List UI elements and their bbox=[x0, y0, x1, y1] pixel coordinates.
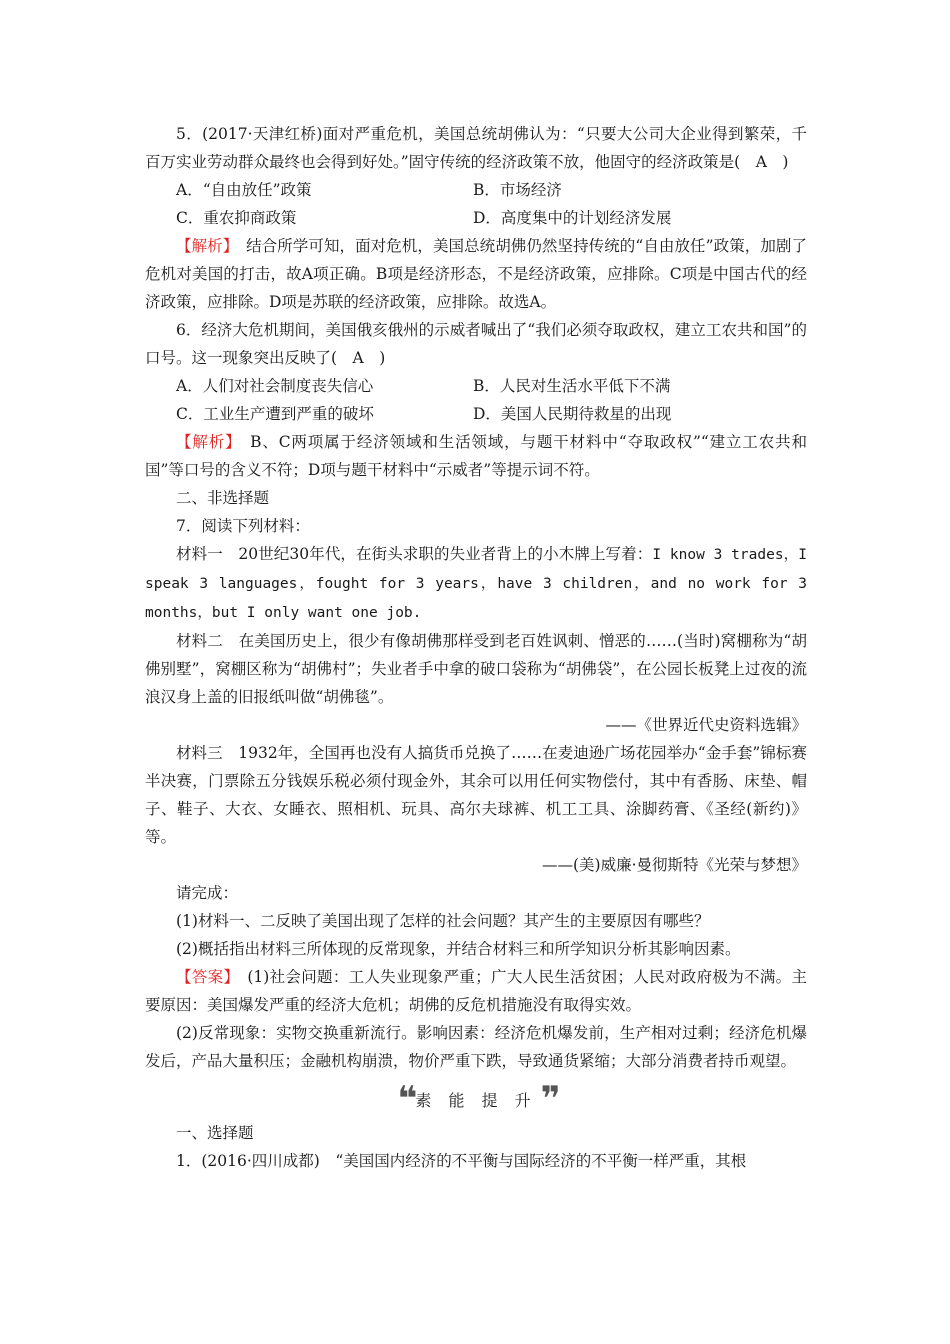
answer-tag: 【答案】 bbox=[176, 968, 232, 986]
option-d: D．高度集中的计划经济发展 bbox=[473, 209, 672, 227]
close-quote-icon: ❞ bbox=[540, 1079, 555, 1119]
answer-2: (2)反常现象：实物交换重新流行。影响因素：经济危机爆发前，生产相对过剩；经济危机爆发后，产品大量积压；金融机构崩溃，物价严重下跌，导致通货紧缩；大部分消费者持币观望。 bbox=[145, 1024, 807, 1070]
task-1: (1)材料一、二反映了美国出现了怎样的社会问题？其产生的主要原因有哪些？ bbox=[176, 912, 710, 930]
question-6-options-row-2 bbox=[145, 400, 807, 428]
question-6-options-row-1 bbox=[145, 372, 807, 400]
analysis-text: B、C两项属于经济领域和生活领域，与题干材料中“夺取政权”“建立工农共和国”等口号的含义不符；D项与题干材料中“示威者”等提示词不符。 bbox=[145, 433, 807, 479]
material-3: 材料三 1932年，全国再也没有人搞货币兑换了……在麦迪逊广场花园举办“金手套”锦标赛半决赛，门票除五分钱娱乐税必须付现金外，其余可以用任何实物偿付，其中有香肠、床垫、帽子、鞋子、大衣、女睡衣、照相机、玩具、高尔夫球裤、机工工具、涂脚药膏、《圣经(新约)》等。 bbox=[145, 744, 807, 846]
open-quote-icon: ❝ bbox=[397, 1079, 412, 1119]
option-c: C．重农抑商政策 bbox=[176, 209, 297, 227]
answer-1 bbox=[145, 963, 807, 1019]
task-2: (2)概括指出材料三所体现的反常现象，并结合材料三和所学知识分析其影响因素。 bbox=[176, 940, 741, 958]
question-7-intro: 7．阅读下列材料： bbox=[176, 517, 310, 535]
question-1-stem: 1．(2016·四川成都) “美国国内经济的不平衡与国际经济的不平衡一样严重，其根 bbox=[176, 1152, 747, 1170]
question-5-options-row-1 bbox=[145, 176, 807, 204]
material-2: 材料二 在美国历史上，很少有像胡佛那样受到老百姓讽刺、憎恶的……(当时)窝棚称为“胡佛别墅”，窝棚区称为“胡佛村”；失业者手中拿的破口袋称为“胡佛袋”，在公园长板凳上过夜的流浪汉身上盖的旧报纸叫做“胡佛毯”。 bbox=[145, 632, 807, 706]
question-6-analysis bbox=[145, 428, 807, 484]
option-b: B．市场经济 bbox=[473, 181, 562, 199]
material-3-source: ——(美)威廉·曼彻斯特《光荣与梦想》 bbox=[541, 856, 807, 874]
question-5-options-row-2 bbox=[145, 204, 807, 232]
banner-title: 素 能 提 升 bbox=[415, 1090, 537, 1110]
document-page bbox=[145, 120, 807, 1175]
section-heading-non-choice: 二、非选择题 bbox=[176, 489, 270, 507]
task-intro: 请完成： bbox=[176, 884, 239, 902]
section-banner bbox=[145, 1079, 807, 1119]
option-d: D．美国人民期待救星的出现 bbox=[473, 405, 672, 423]
question-5-analysis bbox=[145, 232, 807, 316]
option-b: B．人民对生活水平低下不满 bbox=[473, 377, 671, 395]
question-6-stem: 6．经济大危机期间，美国俄亥俄州的示威者喊出了“我们必须夺取政权，建立工农共和国”的口号。这一现象突出反映了( A ) bbox=[145, 321, 807, 367]
option-a: A．人们对社会制度丧失信心 bbox=[176, 377, 374, 395]
analysis-text: 结合所学可知，面对危机，美国总统胡佛仍然坚持传统的“自由放任”政策，加剧了危机对美国的打击，故A项正确。B项是经济形态，不是经济政策，应排除。C项是中国古代的经济政策，应排除。D项是苏联的经济政策，应排除。故选A。 bbox=[145, 237, 807, 311]
analysis-tag: 【解析】 bbox=[176, 237, 231, 255]
answer-1-text: (1)社会问题：工人失业现象严重；广大人民生活贫困；人民对政府极为不满。主要原因：美国爆发严重的经济大危机；胡佛的反危机措施没有取得实效。 bbox=[145, 968, 807, 1014]
material-1 bbox=[145, 540, 807, 627]
section-heading-choice: 一、选择题 bbox=[176, 1124, 254, 1142]
material-1-text-en: I know 3 trades，I speak 3 languages，fought for 3 years，have 3 children，and no work for 3 months，but I only want one job. bbox=[145, 547, 807, 621]
option-c: C．工业生产遭到严重的破坏 bbox=[176, 405, 374, 423]
question-5-stem: 5．(2017·天津红桥)面对严重危机，美国总统胡佛认为：“只要大公司大企业得到繁荣，千百万实业劳动群众最终也会得到好处。”固守传统的经济政策不放，他固守的经济政策是( A ) bbox=[145, 125, 807, 171]
material-1-label: 材料一 bbox=[176, 545, 239, 563]
option-a: A．“自由放任”政策 bbox=[176, 181, 312, 199]
material-2-source: ——《世界近代史资料选辑》 bbox=[605, 716, 807, 734]
analysis-tag: 【解析】 bbox=[176, 433, 234, 451]
material-1-text-cn: 20世纪30年代，在街头求职的失业者背上的小木牌上写着： bbox=[238, 545, 653, 563]
